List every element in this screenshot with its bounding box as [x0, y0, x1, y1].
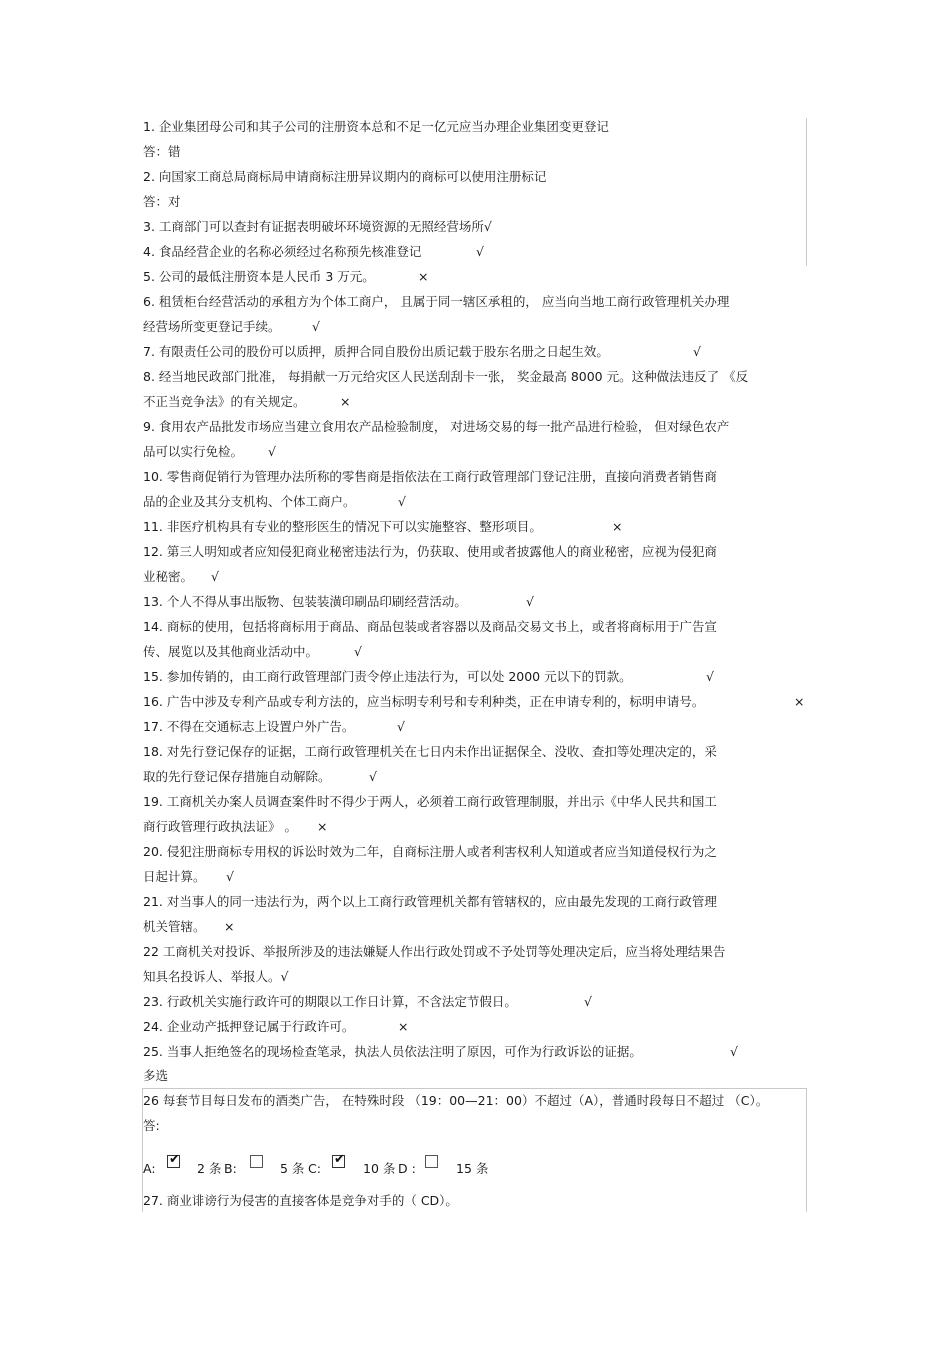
- answer-mark: √: [369, 769, 377, 784]
- line-18: 12. 第三人明知或者应知侵犯商业秘密违法行为，仍获取、使用或者披露他人的商业秘密，应视为侵犯商: [143, 544, 717, 559]
- line-33: 机关管辖。: [143, 919, 206, 934]
- line-27: 取的先行登记保存措施自动解除。: [143, 769, 331, 784]
- answer-mark: √: [398, 494, 406, 509]
- answer-mark: √: [706, 669, 714, 684]
- line-4: 答：对: [143, 194, 181, 209]
- line-26: 18. 对先行登记保存的证据，工商行政管理机关在七日内未作出证据保全、没收、查扣等处理决定的，采: [143, 744, 717, 759]
- line-14: 品可以实行免检。: [143, 444, 244, 459]
- answer-mark: √: [354, 644, 362, 659]
- line-6: 4. 食品经营企业的名称必须经过名称预先核准登记: [143, 244, 422, 259]
- option-a-checkbox[interactable]: [167, 1152, 180, 1168]
- line-23: 15. 参加传销的，由工商行政管理部门责令停止违法行为，可以处 2000 元以下的罚款。: [143, 669, 632, 684]
- checkmark-icon: ✔: [169, 1152, 180, 1167]
- line-31: 日起计算。: [143, 869, 206, 884]
- question-27: 27. 商业诽谤行为侵害的直接客体是竞争对手的（ CD）。: [143, 1193, 458, 1208]
- option-d-letter: D :: [398, 1161, 416, 1176]
- line-29: 商行政管理行政执法证》 。: [143, 819, 297, 834]
- line-30: 20. 侵犯注册商标专用权的诉讼时效为二年，自商标注册人或者利害权利人知道或者应当知道侵权行为之: [143, 844, 717, 859]
- option-b-text: 5 条: [280, 1161, 305, 1176]
- answer-mark: √: [397, 719, 405, 734]
- line-25: 17. 不得在交通标志上设置户外广告。: [143, 719, 355, 734]
- checkmark-icon: ✔: [334, 1152, 345, 1167]
- line-1: 1. 企业集团母公司和其子公司的注册资本总和不足一亿元应当办理企业集团变更登记: [143, 119, 609, 134]
- box-rule: [142, 1088, 807, 1089]
- answer-mark: ×: [340, 394, 351, 409]
- line-10: 7. 有限责任公司的股份可以质押，质押合同自股份出质记载于股东名册之日起生效。: [143, 344, 609, 359]
- line-9: 经营场所变更登记手续。: [143, 319, 281, 334]
- line-12: 不正当竞争法》的有关规定。: [143, 394, 306, 409]
- option-b-checkbox[interactable]: [250, 1155, 263, 1168]
- line-17: 11. 非医疗机构具有专业的整形医生的情况下可以实施整容、整形项目。: [143, 519, 542, 534]
- answer-mark: ×: [418, 269, 429, 284]
- margin-rule: [806, 118, 807, 266]
- line-2: 答：错: [143, 144, 181, 159]
- answer-mark: √: [211, 569, 219, 584]
- answer-mark: ×: [224, 919, 235, 934]
- line-38: 25. 当事人拒绝签名的现场检查笔录，执法人员依法注明了原因，可作为行政诉讼的证据。: [143, 1044, 642, 1059]
- option-d-text: 15 条: [456, 1161, 489, 1176]
- line-21: 14. 商标的使用，包括将商标用于商品、商品包装或者容器以及商品交易文书上，或者将商标用于广告宣: [143, 619, 717, 634]
- answer-mark: ×: [794, 694, 805, 709]
- answer-mark: √: [312, 319, 320, 334]
- line-32: 21. 对当事人的同一违法行为，两个以上工商行政管理机关都有管辖权的，应由最先发现的工商行政管理: [143, 894, 717, 909]
- line-8: 6. 租赁柜台经营活动的承租方为个体工商户， 且属于同一辖区承租的， 应当向当地工商行政管理机关办理: [143, 294, 730, 309]
- line-16: 品的企业及其分支机构、个体工商户。: [143, 494, 356, 509]
- line-28: 19. 工商机关办案人员调查案件时不得少于两人，必须着工商行政管理制服，并出示《中华人民共和国工: [143, 794, 717, 809]
- option-a-letter: A:: [143, 1161, 156, 1176]
- line-7: 5. 公司的最低注册资本是人民币 3 万元。: [143, 269, 375, 284]
- answer-mark: √: [226, 869, 234, 884]
- margin-rule: [806, 1088, 807, 1212]
- section-heading-multi-choice: 多选: [143, 1068, 169, 1083]
- line-13: 9. 食用农产品批发市场应当建立食用农产品检验制度， 对进场交易的每一批产品进行检验， 但对绿色农产: [143, 419, 730, 434]
- answer-mark: √: [526, 594, 534, 609]
- line-3: 2. 向国家工商总局商标局申请商标注册异议期内的商标可以使用注册标记: [143, 169, 547, 184]
- answer-mark: √: [693, 344, 701, 359]
- line-34: 22 工商机关对投诉、举报所涉及的违法嫌疑人作出行政处罚或不予处罚等处理决定后，应当将处理结果告: [143, 944, 726, 959]
- answer-mark: √: [584, 994, 592, 1009]
- answer-mark: √: [476, 244, 484, 259]
- answer-label: 答:: [143, 1118, 160, 1133]
- option-c-checkbox[interactable]: [332, 1152, 345, 1168]
- line-24: 16. 广告中涉及专利产品或专利方法的，应当标明专利号和专利种类，正在申请专利的，标明申请号。: [143, 694, 705, 709]
- line-36: 23. 行政机关实施行政许可的期限以工作日计算，不含法定节假日。: [143, 994, 517, 1009]
- line-20: 13. 个人不得从事出版物、包装装潢印刷品印刷经营活动。: [143, 594, 467, 609]
- answer-mark: √: [730, 1044, 738, 1059]
- option-b-letter: B:: [224, 1161, 237, 1176]
- option-c-letter: C:: [308, 1161, 321, 1176]
- line-15: 10. 零售商促销行为管理办法所称的零售商是指依法在工商行政管理部门登记注册，直接向消费者销售商: [143, 469, 717, 484]
- line-35: 知具名投诉人、举报人。√: [143, 969, 289, 984]
- option-a-text: 2 条: [197, 1161, 222, 1176]
- answer-mark: ×: [612, 519, 623, 534]
- option-c-text: 10 条: [363, 1161, 396, 1176]
- line-11: 8. 经当地民政部门批准， 每捐献一万元给灾区人民送刮刮卡一张， 奖金最高 8000 元。这种做法违反了 《反: [143, 369, 749, 384]
- answer-mark: √: [268, 444, 276, 459]
- answer-mark: ×: [317, 819, 328, 834]
- line-5: 3. 工商部门可以查封有证据表明破坏环境资源的无照经营场所√: [143, 219, 492, 234]
- answer-mark: ×: [398, 1019, 409, 1034]
- question-26: 26 每套节目每日发布的酒类广告， 在特殊时段 （19：00—21：00）不超过（A），普通时段每日不超过 （C）。: [143, 1093, 769, 1108]
- option-d-checkbox[interactable]: [425, 1155, 438, 1168]
- line-37: 24. 企业动产抵押登记属于行政许可。: [143, 1019, 355, 1034]
- line-19: 业秘密。: [143, 569, 194, 584]
- line-22: 传、展览以及其他商业活动中。: [143, 644, 319, 659]
